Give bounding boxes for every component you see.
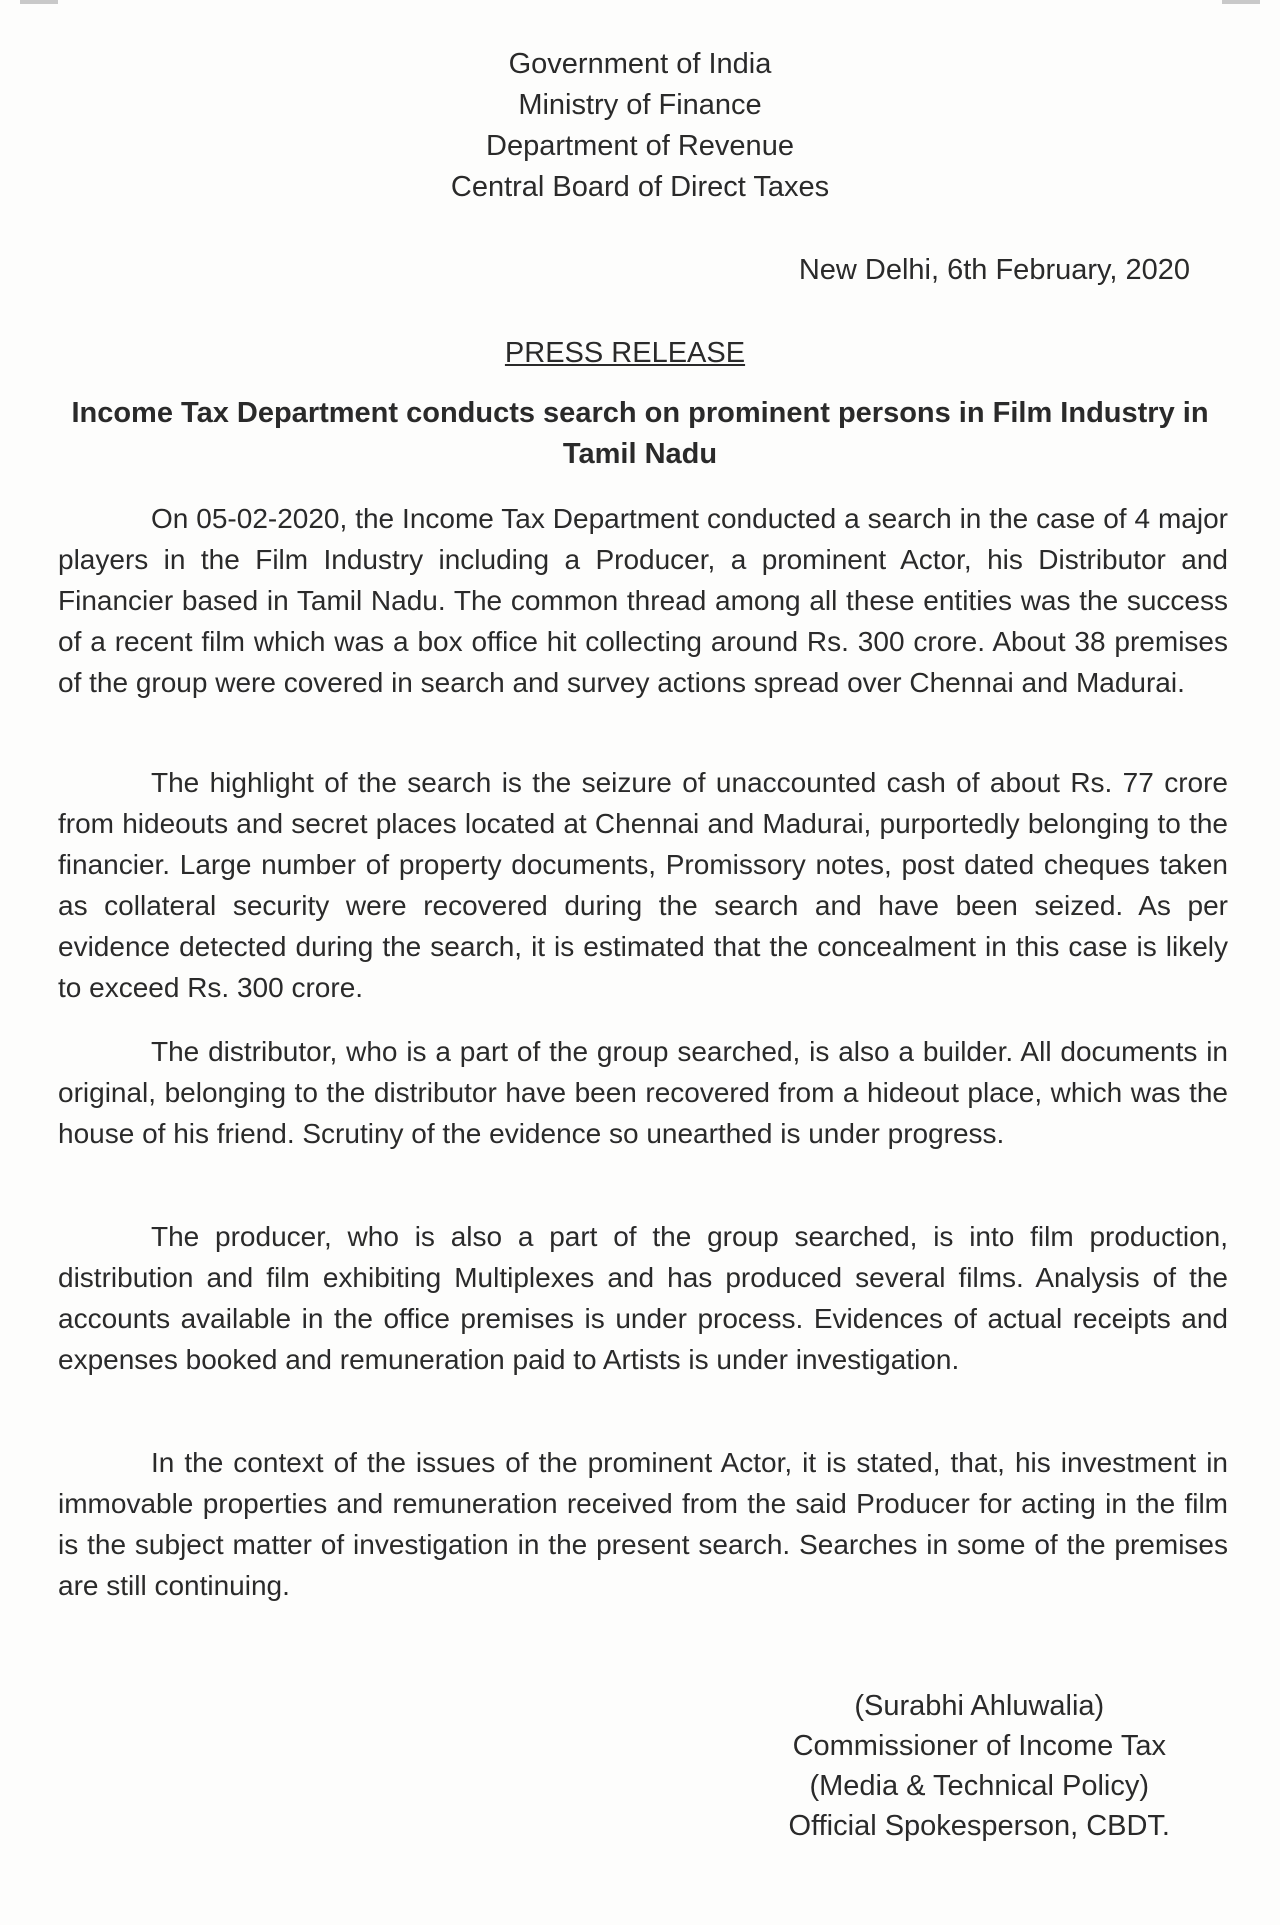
scan-edge-mark bbox=[1222, 0, 1260, 4]
signatory-department: (Media & Technical Policy) bbox=[809, 1770, 1150, 1802]
scan-edge-mark bbox=[20, 0, 58, 4]
press-release-label: PRESS RELEASE bbox=[504, 337, 746, 369]
body-paragraph-4: The producer, who is also a part of the group searched, is into film production, distribution and film exhibiting Multiplexes and has produced several films. Analysis of the accounts available in the office premises is under process. Evidences of actual receipts and expenses booked and remuneration paid to Artists is under investigation. bbox=[58, 1221, 1228, 1375]
signature-block bbox=[789, 1686, 1170, 1846]
letterhead-ministry: Ministry of Finance bbox=[518, 89, 762, 121]
letterhead bbox=[0, 44, 1280, 208]
body-paragraph-1: On 05-02-2020, the Income Tax Department conducted a search in the case of 4 major players in the Film Industry including a Producer, a prominent Actor, his Distributor and Financier based in Tamil Nadu. The common thread among all these entities was the success of a recent film which was a box office hit collecting around Rs. 300 crore. About 38 premises of the group were covered in search and survey actions spread over Chennai and Madurai. bbox=[58, 503, 1228, 698]
headline: Income Tax Department conducts search on prominent persons in Film Industry in Tamil Nadu bbox=[71, 397, 1209, 470]
letterhead-department: Department of Revenue bbox=[486, 130, 794, 162]
body-paragraph-2: The highlight of the search is the seizure of unaccounted cash of about Rs. 77 crore from hideouts and secret places located at Chennai and Madurai, purportedly belonging to the financier. Large number of property documents, Promissory notes, post dated cheques taken as collateral security were recovered during the search and have been seized. As per evidence detected during the search, it is estimated that the concealment in this case is likely to exceed Rs. 300 crore. bbox=[58, 767, 1228, 1003]
signatory-name: (Surabhi Ahluwalia) bbox=[854, 1690, 1105, 1722]
signatory-role: Official Spokesperson, CBDT. bbox=[788, 1810, 1170, 1842]
letterhead-board: Central Board of Direct Taxes bbox=[450, 171, 830, 203]
place-and-date: New Delhi, 6th February, 2020 bbox=[798, 254, 1190, 286]
body-paragraph-3: The distributor, who is a part of the group searched, is also a builder. All documents in original, belonging to the distributor have been recovered from a hideout place, which was the house of his friend. Scrutiny of the evidence so unearthed is under progress. bbox=[58, 1036, 1228, 1149]
signatory-title: Commissioner of Income Tax bbox=[792, 1730, 1166, 1762]
letterhead-government: Government of India bbox=[508, 48, 772, 80]
body-paragraph-5: In the context of the issues of the prominent Actor, it is stated, that, his investment in immovable properties and remuneration received from the said Producer for acting in the film is the subject matter of investigation in the present search. Searches in some of the premises are still continuing. bbox=[58, 1447, 1228, 1601]
